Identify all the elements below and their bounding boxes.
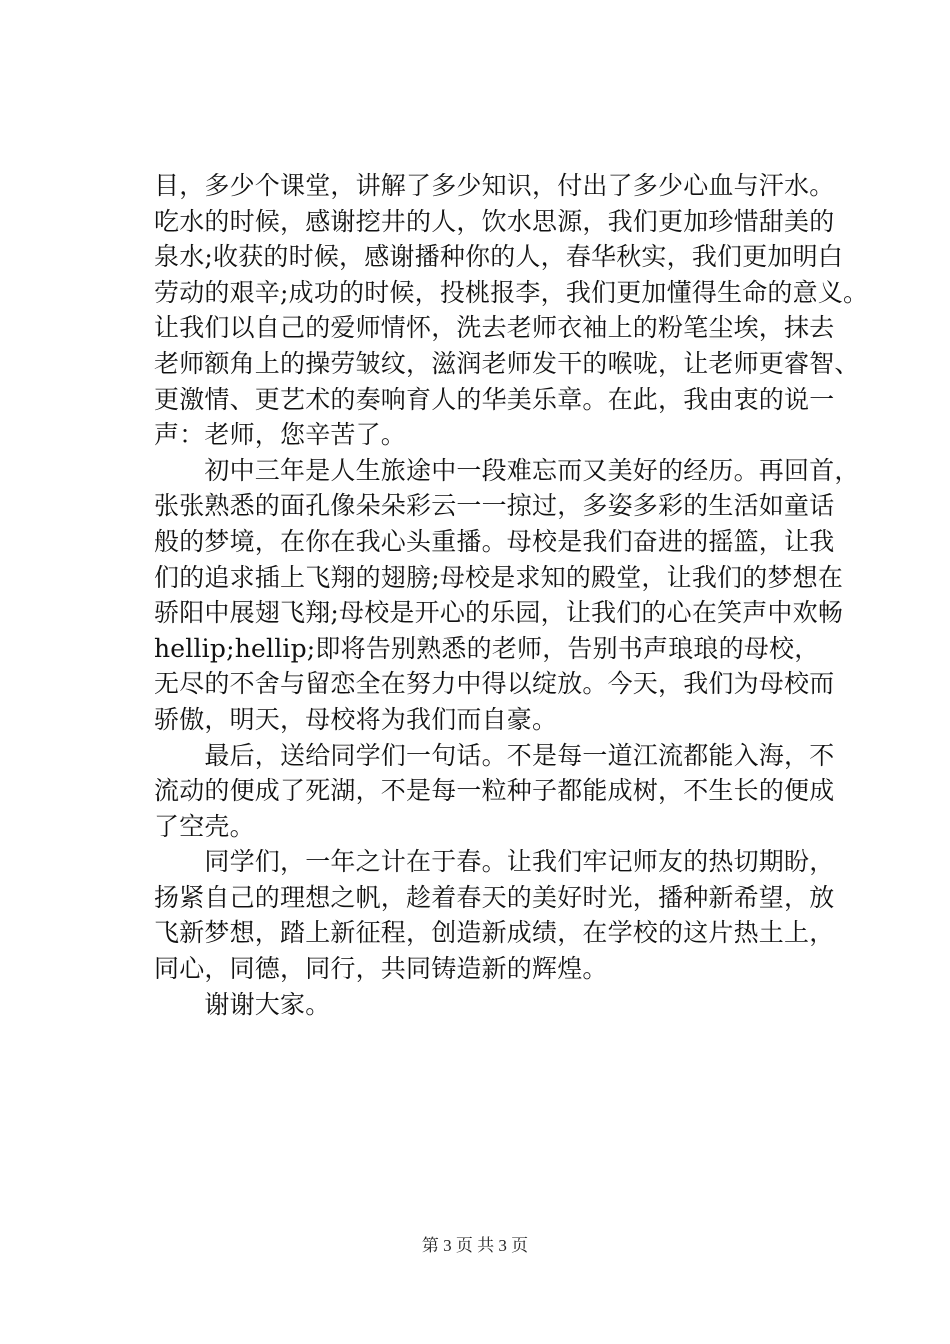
text-line: 声：老师，您辛苦了。 (154, 420, 407, 450)
text-line: 扬紧自己的理想之帆，趁着春天的美好时光，播种新希望，放 (154, 882, 835, 912)
text-line: 流动的便成了死湖，不是每一粒种子都能成树，不生长的便成 (154, 776, 835, 806)
body-text (154, 168, 869, 1022)
page-number-footer: 第 3 页 共 3 页 (421, 1236, 529, 1255)
text-line: 同心，同德，同行，共同铸造新的辉煌。 (154, 954, 608, 984)
text-line: 无尽的不舍与留恋全在努力中得以绽放。今天，我们为母校而 (154, 669, 835, 699)
text-line: 最后，送给同学们一句话。不是每一道江流都能入海，不 (154, 740, 835, 770)
text-line: 谢谢大家。 (154, 989, 331, 1019)
text-line: 了空壳。 (154, 811, 255, 841)
text-line: 初中三年是人生旅途中一段难忘而又美好的经历。再回首， (154, 455, 860, 485)
text-line: 骄阳中展翅飞翔;母校是开心的乐园，让我们的心在笑声中欢畅 (154, 598, 844, 628)
text-line: 让我们以自己的爱师情怀，洗去老师衣袖上的粉笔尘埃，抹去 (154, 313, 835, 343)
text-line: 目，多少个课堂，讲解了多少知识，付出了多少心血与汗水。 (154, 171, 835, 200)
text-line: 泉水;收获的时候，感谢播种你的人，春华秋实，我们更加明白 (154, 242, 844, 272)
text-line: 同学们，一年之计在于春。让我们牢记师友的热切期盼， (154, 847, 835, 877)
text-line: 吃水的时候，感谢挖井的人，饮水思源，我们更加珍惜甜美的 (154, 206, 835, 236)
text-line: 劳动的艰辛;成功的时候，投桃报李，我们更加懂得生命的意义。 (154, 277, 869, 307)
text-line: 老师额角上的操劳皱纹，滋润老师发干的喉咙，让老师更睿智、 (154, 348, 860, 378)
text-line: 更激情、更艺术的奏响育人的华美乐章。在此，我由衷的说一 (154, 384, 835, 414)
text-line: 张张熟悉的面孔像朵朵彩云一一掠过，多姿多彩的生活如童话 (154, 491, 835, 521)
text-line: hellip;hellip;即将告别熟悉的老师，告别书声琅琅的母校， (154, 633, 820, 663)
text-line: 骄傲，明天，母校将为我们而自豪。 (154, 704, 558, 734)
text-line: 般的梦境，在你在我心头重播。母校是我们奋进的摇篮，让我 (154, 526, 835, 556)
text-line: 飞新梦想，踏上新征程，创造新成绩，在学校的这片热土上， (154, 918, 835, 948)
text-line: 们的追求插上飞翔的翅膀;母校是求知的殿堂，让我们的梦想在 (154, 562, 844, 592)
